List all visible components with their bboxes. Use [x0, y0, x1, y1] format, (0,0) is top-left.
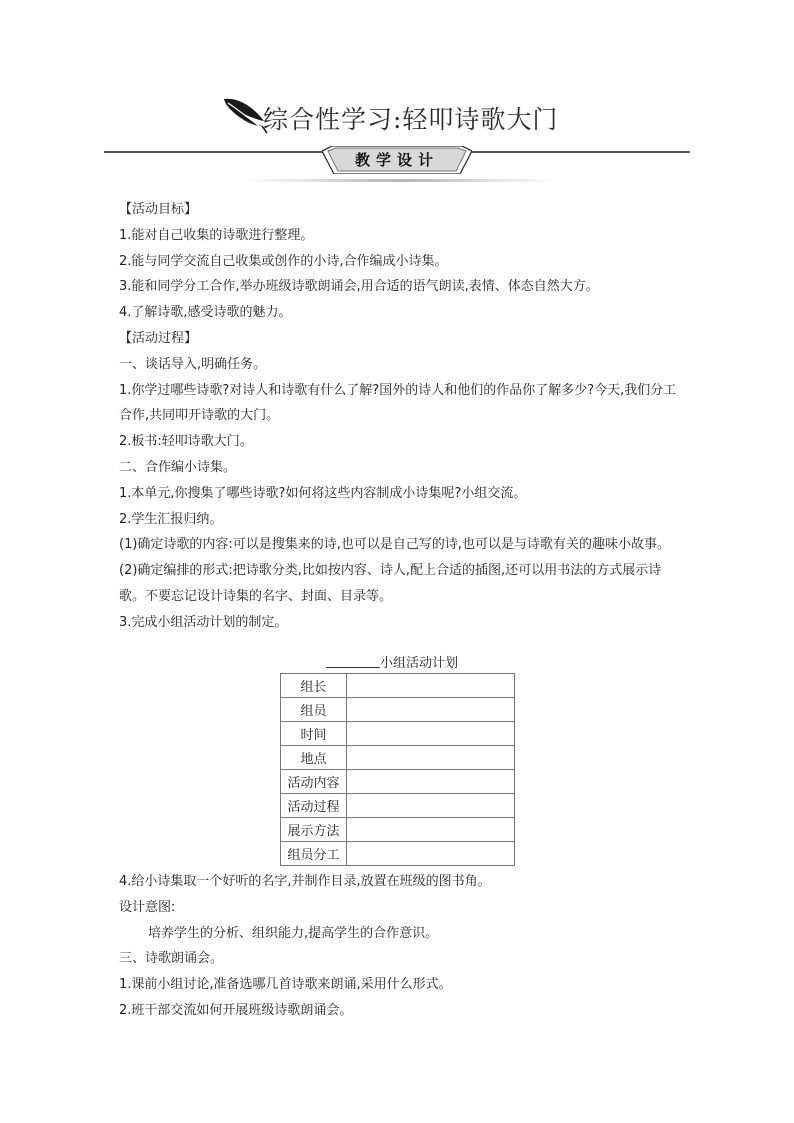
section-1-paragraph: 2.板书:轻叩诗歌大门。	[119, 434, 253, 450]
section-2-paragraph: (1)确定诗歌的内容:可以是搜集来的诗,也可以是自己写的诗,也可以是与诗歌有关的趣味小故事。	[119, 537, 671, 553]
table-cell	[347, 746, 515, 770]
document-body-continued	[119, 869, 681, 1024]
badge-shadow-line	[246, 179, 556, 183]
page-title: 综合性学习:轻叩诗歌大门	[263, 105, 559, 134]
document-body	[119, 197, 681, 636]
design-intent-label: 设计意图:	[119, 899, 176, 915]
table-label: 时间	[281, 722, 347, 746]
goal-item: 1.能对自己收集的诗歌进行整理。	[119, 227, 314, 243]
table-cell	[347, 794, 515, 818]
section-3-paragraph: 2.班干部交流如何开展班级诗歌朗诵会。	[119, 1002, 353, 1018]
table-label: 组员	[281, 698, 347, 722]
table-cell	[347, 818, 515, 842]
table-cell	[347, 698, 515, 722]
section-3-title: 三、诗歌朗诵会。	[119, 951, 224, 967]
section-2-paragraph: 4.给小诗集取一个好听的名字,并制作目录,放置在班级的图书角。	[119, 874, 491, 889]
table-row	[281, 746, 515, 770]
section-2-paragraph: 1.本单元,你搜集了哪些诗歌?如何将这些内容制成小诗集呢?小组交流。	[119, 485, 527, 501]
table-cell	[347, 842, 515, 866]
section-3-paragraph: 1.课前小组讨论,准备选哪几首诗歌来朗诵,采用什么形式。	[119, 977, 452, 993]
table-label: 组长	[281, 674, 347, 698]
section-2-paragraph: 3.完成小组活动计划的制定。	[119, 614, 288, 630]
table-label: 组员分工	[281, 842, 347, 866]
table-row	[281, 674, 515, 698]
table-row	[281, 770, 515, 794]
table-cell	[347, 674, 515, 698]
table-label: 展示方法	[281, 818, 347, 842]
table-cell	[347, 770, 515, 794]
goal-item: 2.能与同学交流自己收集或创作的小诗,合作编成小诗集。	[119, 253, 448, 269]
caption-blank	[326, 653, 380, 668]
activity-plan-table	[280, 673, 515, 866]
table-row	[281, 794, 515, 818]
table-cell	[347, 722, 515, 746]
table-row	[281, 842, 515, 866]
table-row	[281, 818, 515, 842]
table-label: 地点	[281, 746, 347, 770]
table-caption-text: 小组活动计划	[380, 656, 459, 671]
goal-item: 3.能和同学分工合作,举办班级诗歌朗诵会,用合适的语气朗读,表情、体态自然大方。	[119, 279, 599, 295]
goal-item: 4.了解诗歌,感受诗歌的魅力。	[119, 305, 292, 321]
table-label: 活动内容	[281, 770, 347, 794]
section-2-paragraph: 2.学生汇报归纳。	[119, 511, 223, 527]
section-1-paragraph: 1.你学过哪些诗歌?对诗人和诗歌有什么了解?国外的诗人和他们的作品你了解多少?今天,我们分工合作,共同叩开诗歌的大门。	[119, 382, 677, 424]
section-2-paragraph: (2)确定编排的形式:把诗歌分类,比如按内容、诗人,配上合适的插图,还可以用书法的方式展示诗歌。不要忘记设计诗集的名字、封面、目录等。	[119, 563, 662, 604]
design-intent-text: 培养学生的分析、组织能力,提高学生的合作意识。	[148, 925, 439, 941]
goal-heading: 【活动目标】	[119, 202, 198, 217]
section-badge: 教学设计	[354, 151, 439, 169]
section-1-title: 一、谈话导入,明确任务。	[119, 356, 267, 372]
table-caption	[326, 652, 458, 671]
quill-pen-icon	[222, 95, 268, 135]
table-row	[281, 698, 515, 722]
process-heading: 【活动过程】	[119, 330, 198, 346]
section-2-title: 二、合作编小诗集。	[119, 459, 237, 475]
table-label: 活动过程	[281, 794, 347, 818]
table-row	[281, 722, 515, 746]
